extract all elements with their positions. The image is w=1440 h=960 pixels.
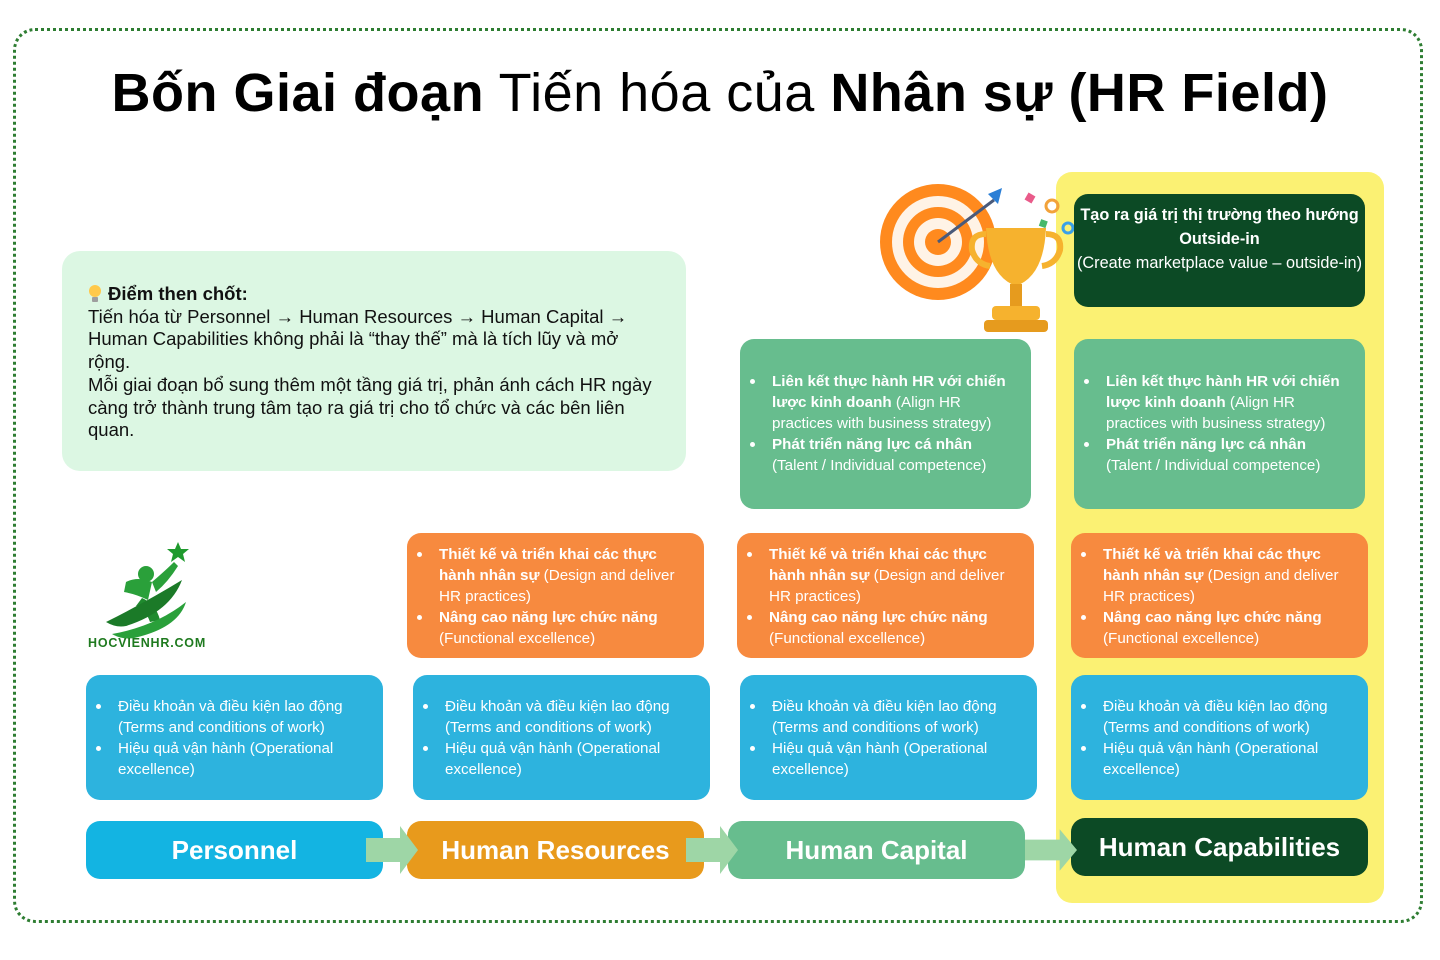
stage-human-capabilities: Human Capabilities (1071, 818, 1368, 876)
key-point-line-2: Mỗi giai đoạn bổ sung thêm một tầng giá trị, phản ánh cách HR ngày càng trở thành trung tâm tạo ra giá trị cho tổ chức và các bên liên quan. (88, 373, 652, 441)
list-item: Hiệu quả vận hành (Operational excellence) (96, 738, 369, 780)
arrow-right-icon (366, 826, 418, 874)
list-item: Phát triển năng lực cá nhân (Talent / Individual competence) (750, 434, 1017, 476)
list-item: Liên kết thực hành HR với chiến lược kinh doanh (Align HR practices with business strategy) (1084, 371, 1351, 434)
marketplace-value-subtitle: (Create marketplace value – outside-in) (1076, 254, 1363, 272)
list-item: Phát triển năng lực cá nhân (Talent / Individual competence) (1084, 434, 1351, 476)
terms-operational-box-human-resources (413, 675, 710, 800)
logo-star-icon (167, 542, 189, 562)
strategy-talent-box-human-capabilities (1074, 339, 1365, 509)
list-item: Nâng cao năng lực chức năng (Functional excellence) (747, 607, 1020, 649)
title-part-bold-2: Nhân sự (HR Field) (830, 63, 1329, 123)
list-item: Hiệu quả vận hành (Operational excellence) (750, 738, 1023, 780)
list-item: Điều khoản và điều kiện lao động (Terms and conditions of work) (96, 696, 369, 738)
arrow-right-icon (686, 826, 738, 874)
list-item: Liên kết thực hành HR với chiến lược kinh doanh (Align HR practices with business strategy) (750, 371, 1017, 434)
marketplace-value-box (1074, 194, 1365, 307)
hr-practices-box-human-resources (407, 533, 704, 658)
key-point-heading-text: Điểm then chốt: (108, 283, 248, 304)
terms-operational-box-human-capabilities (1071, 675, 1368, 800)
list-item: Điều khoản và điều kiện lao động (Terms and conditions of work) (750, 696, 1023, 738)
list-item: Thiết kế và triển khai các thực hành nhân sự (Design and deliver HR practices) (747, 544, 1020, 607)
list-item: Hiệu quả vận hành (Operational excellence) (1081, 738, 1354, 780)
key-point-heading (88, 283, 662, 306)
list-item: Điều khoản và điều kiện lao động (Terms and conditions of work) (1081, 696, 1354, 738)
list-item: Thiết kế và triển khai các thực hành nhân sự (Design and deliver HR practices) (1081, 544, 1354, 607)
title-part-bold-1: Bốn Giai đoạn (111, 63, 485, 123)
hr-practices-box-human-capabilities (1071, 533, 1368, 658)
stage-human-resources: Human Resources (407, 821, 704, 879)
stage-human-capital: Human Capital (728, 821, 1025, 879)
list-item: Thiết kế và triển khai các thực hành nhân sự (Design and deliver HR practices) (417, 544, 690, 607)
list-item: Điều khoản và điều kiện lao động (Terms and conditions of work) (423, 696, 696, 738)
arrow-right-icon (1025, 826, 1077, 874)
title-part-regular: Tiến hóa của (484, 63, 831, 123)
list-item: Hiệu quả vận hành (Operational excellence) (423, 738, 696, 780)
marketplace-value-title: Tạo ra giá trị thị trường theo hướng Outside-in (1080, 206, 1359, 248)
list-item: Nâng cao năng lực chức năng (Functional excellence) (1081, 607, 1354, 649)
terms-operational-box-personnel (86, 675, 383, 800)
light-bulb-icon (88, 285, 102, 303)
stage-personnel: Personnel (86, 821, 383, 879)
hr-practices-box-human-capital (737, 533, 1034, 658)
target-trophy-illustration (876, 176, 1086, 346)
terms-operational-box-human-capital (740, 675, 1037, 800)
list-item: Nâng cao năng lực chức năng (Functional excellence) (417, 607, 690, 649)
key-point-note (62, 251, 686, 471)
logo-text: HOCVIENHR.COM (88, 636, 207, 650)
strategy-talent-box-human-capital (740, 339, 1031, 509)
key-point-line-1: Tiến hóa từ Personnel → Human Resources → Human Capital → Human Capabilities không phải là “thay thế” mà là tích lũy và mở rộng. (88, 305, 628, 373)
page-title (0, 62, 1440, 124)
